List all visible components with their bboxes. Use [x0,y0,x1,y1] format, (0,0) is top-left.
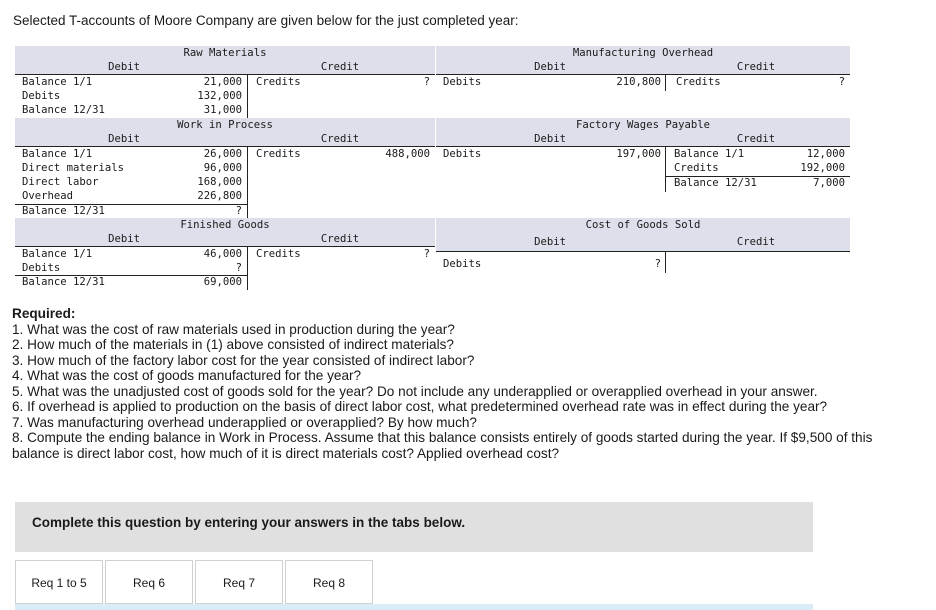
debit-amount: 210,800 [616,76,661,88]
row-label: Direct materials [22,162,125,174]
credit-header: Credit [736,236,776,248]
debit-amount: 96,000 [203,162,242,174]
debit-amount: 197,000 [616,148,661,160]
credit-header: Credit [320,133,360,145]
row-label: Debits [443,258,482,270]
required-item: 8. Compute the ending balance in Work in Process. Assume that this balance consists entirely of goods started during the year. If $9,500 of this balance is direct labor cost, how much of it is direct materials cost? Applied overhead cost? [12,430,873,461]
account-title: Work in Process [177,119,273,131]
row-label: Direct labor [22,176,99,188]
tab-req-6[interactable]: Req 6 [105,560,193,604]
debit-amount: 31,000 [203,104,242,116]
debit-amount: 21,000 [203,76,242,88]
required-item: 6. If overhead is applied to production on the basis of direct labor cost, what predetermined overhead rate was in effect during the year? [12,399,828,414]
account-title: Finished Goods [180,219,270,231]
tab-req-7[interactable]: Req 7 [195,560,283,604]
credit-label: Credits [674,162,719,174]
debit-header: Debit [534,61,566,73]
debit-amount: 132,000 [197,90,242,102]
row-label: Overhead [22,190,74,202]
t-account-finished-goods [15,218,435,290]
debit-amount: ? [654,258,661,270]
required-item: 3. How much of the factory labor cost for the year consisted of indirect labor? [12,352,475,368]
t-account-header [436,46,850,74]
credit-header: Credit [736,61,776,73]
credit-label: Credits [256,76,301,88]
required-title: Required: [12,306,76,321]
t-account-header [15,46,435,74]
credit-label: Credits [676,76,721,88]
t-account-raw-materials [15,46,435,120]
credit-header: Credit [736,133,776,145]
debit-amount: 168,000 [197,176,242,188]
credit-label: Credits [256,148,301,160]
instruction-text: Complete this question by entering your answers in the tabs below. [32,515,466,530]
debit-amount: ? [235,262,242,274]
debit-header: Debit [108,61,140,73]
t-account-header [15,218,435,246]
credit-amount: 12,000 [806,148,845,160]
t-account-work-in-process [15,118,435,218]
tab-req-8[interactable]: Req 8 [285,560,373,604]
credit-amount: ? [423,76,430,88]
debit-header: Debit [108,133,140,145]
debit-amount: 69,000 [203,276,242,288]
account-title: Manufacturing Overhead [572,47,714,59]
required-item: 1. What was the cost of raw materials used in production during the year? [12,321,455,337]
row-label: Debits [22,262,61,274]
required-item: 5. What was the unadjusted cost of goods sold for the year? Do not include any underapplied or overapplied overhead in your answer. [12,383,818,399]
credit-header: Credit [320,61,360,73]
credit-label: Credits [256,248,301,260]
credit-amount: ? [423,248,430,260]
account-title: Raw Materials [183,47,267,59]
row-label: Balance 12/31 [22,276,105,288]
t-account-header [436,218,850,251]
credit-amount: ? [838,76,845,88]
t-account-header [15,118,435,146]
account-title: Factory Wages Payable [576,119,710,131]
row-label: Debits [22,90,61,102]
required-item: 4. What was the cost of goods manufactured for the year? [12,368,362,383]
debit-header: Debit [534,133,566,145]
instruction-banner [15,502,813,552]
credit-amount: 7,000 [813,177,845,189]
tab-req-1-to-5[interactable]: Req 1 to 5 [15,560,103,604]
t-account-factory-wages-payable [436,118,850,192]
row-label: Debits [443,148,482,160]
t-account-manufacturing-overhead [436,46,850,91]
debit-amount: 26,000 [203,148,242,160]
debit-amount: 46,000 [203,248,242,260]
row-label: Balance 1/1 [22,248,93,260]
account-title: Cost of Goods Sold [585,219,701,231]
debit-header: Debit [108,233,140,245]
debit-amount: 226,800 [197,190,242,202]
row-label: Balance 12/31 [22,205,105,217]
credit-label: Balance 1/1 [674,148,745,160]
credit-amount: 192,000 [800,162,845,174]
t-account-cost-of-goods-sold [436,218,850,274]
row-label: Balance 1/1 [22,148,93,160]
credit-amount: 488,000 [385,148,430,160]
required-item: 2. How much of the materials in (1) above consisted of indirect materials? [12,337,454,352]
row-label: Balance 12/31 [22,104,105,116]
credit-label: Balance 12/31 [674,177,757,189]
debit-header: Debit [534,236,566,248]
t-account-header [436,118,850,146]
required-section [12,306,912,461]
required-item: 7. Was manufacturing overhead underapplied or overapplied? By how much? [12,414,477,430]
intro-text: Selected T-accounts of Moore Company are given below for the just completed year: [13,13,519,28]
credit-header: Credit [320,233,360,245]
row-label: Debits [443,76,482,88]
row-label: Balance 1/1 [22,76,93,88]
debit-amount: ? [235,205,242,217]
